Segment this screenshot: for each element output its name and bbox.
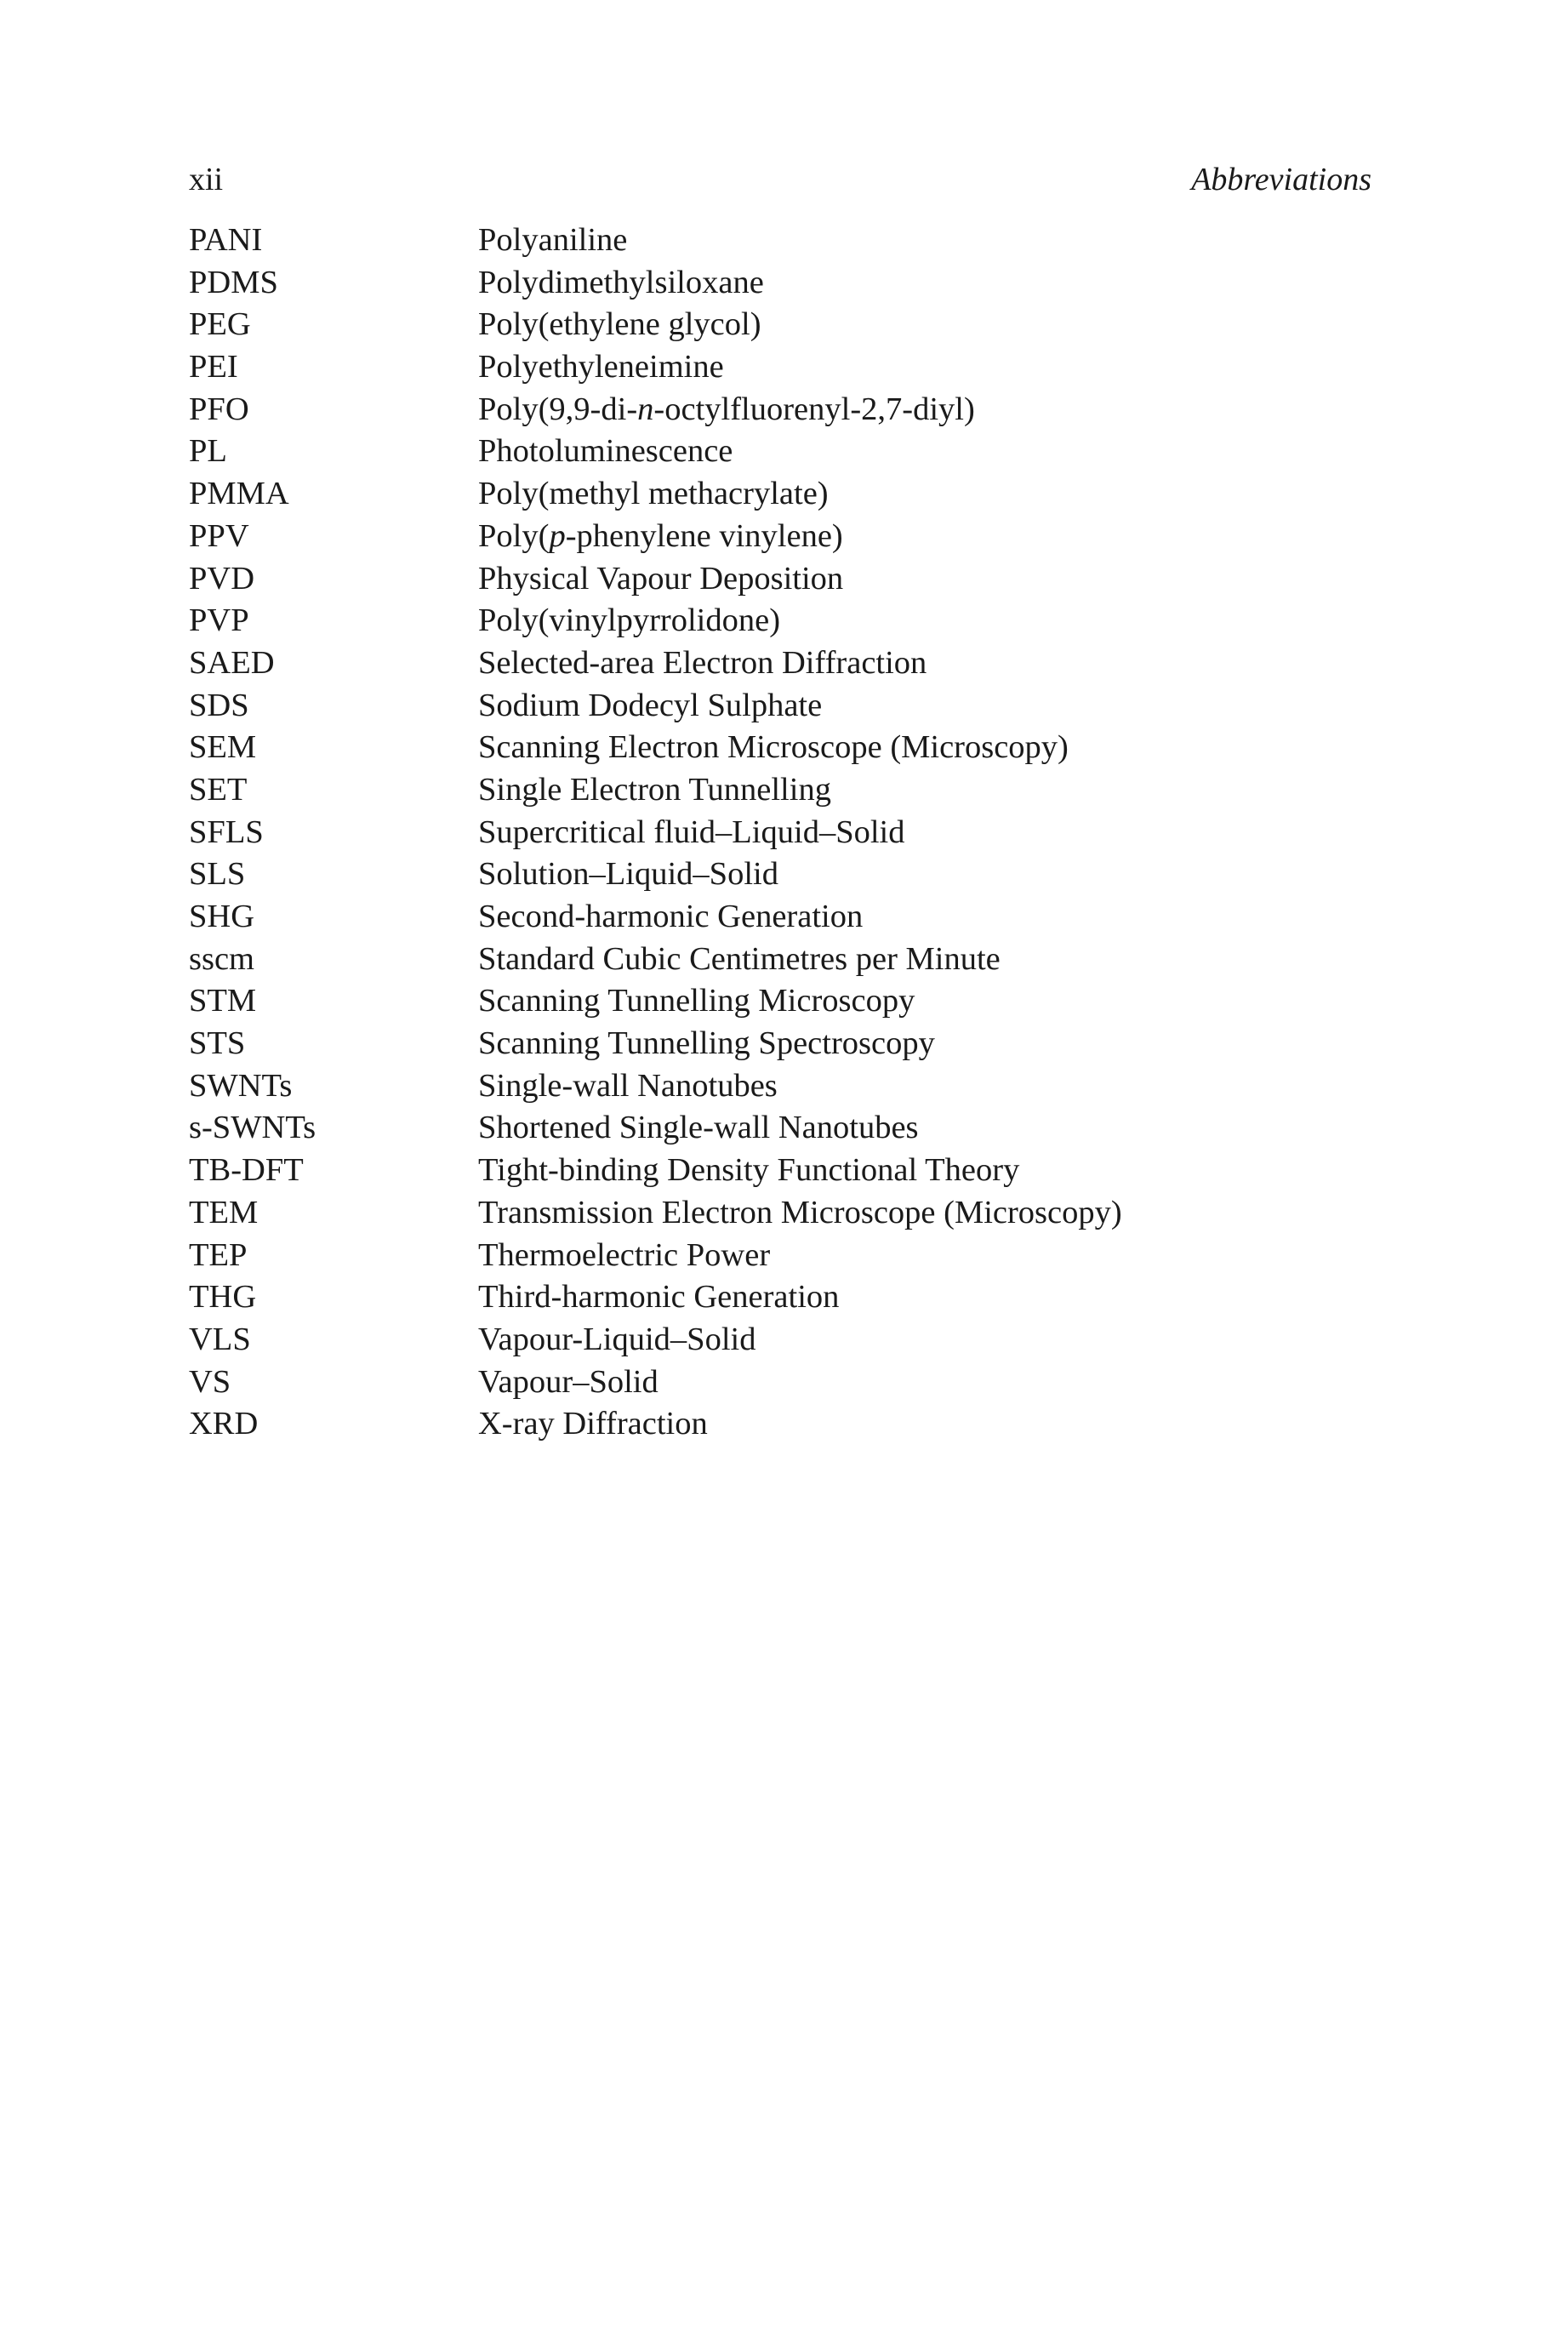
abbreviation-definition: Polydimethylsiloxane <box>478 264 764 300</box>
abbreviation-term: PL <box>189 433 227 470</box>
abbreviation-row <box>189 642 1380 685</box>
abbreviation-definition: Thermoelectric Power <box>478 1236 771 1273</box>
abbreviation-row <box>189 1192 1380 1235</box>
abbreviation-row <box>189 389 1380 431</box>
abbreviation-term: VLS <box>189 1321 251 1357</box>
abbreviation-term: PDMS <box>189 264 278 300</box>
abbreviation-definition: Sodium Dodecyl Sulphate <box>478 687 823 723</box>
abbreviation-definition: Poly(9,9-di-n-octylfluorenyl-2,7-diyl) <box>478 391 975 427</box>
abbreviation-definition: Poly(p-phenylene vinylene) <box>478 517 843 554</box>
abbreviation-row <box>189 1065 1380 1108</box>
abbreviation-row <box>189 1276 1380 1319</box>
abbreviation-term: PEI <box>189 349 238 385</box>
abbreviation-definition: Scanning Tunnelling Spectroscopy <box>478 1025 935 1062</box>
abbreviation-definition: Photoluminescence <box>478 433 733 470</box>
abbreviation-term: PANI <box>189 222 263 258</box>
abbreviation-term: SET <box>189 771 248 808</box>
abbreviation-term: STM <box>189 983 257 1019</box>
abbreviation-definition: Poly(ethylene glycol) <box>478 306 761 343</box>
abbreviation-definition: Second-harmonic Generation <box>478 899 864 934</box>
abbreviation-row <box>189 980 1380 1023</box>
abbreviation-row <box>189 262 1380 305</box>
abbreviation-row <box>189 853 1380 896</box>
section-title: Abbreviations <box>1191 162 1371 197</box>
abbreviation-row <box>189 1107 1380 1150</box>
running-head <box>189 158 1371 201</box>
abbreviation-row <box>189 220 1380 262</box>
abbreviation-definition: Poly(methyl methacrylate) <box>478 476 829 512</box>
abbreviation-definition: X-ray Diffraction <box>478 1406 708 1442</box>
abbreviation-definition: Standard Cubic Centimetres per Minute <box>478 940 1001 977</box>
abbreviation-row <box>189 1319 1380 1362</box>
abbreviation-term: s-SWNTs <box>189 1110 316 1146</box>
abbreviation-term: TEP <box>189 1236 248 1273</box>
abbreviation-term: SDS <box>189 687 249 723</box>
abbreviation-term: TB-DFT <box>189 1152 304 1189</box>
abbreviation-row <box>189 939 1380 981</box>
abbreviation-definition: Solution–Liquid–Solid <box>478 856 778 893</box>
abbreviation-definition: Single-wall Nanotubes <box>478 1067 778 1104</box>
abbreviation-row <box>189 1150 1380 1192</box>
abbreviation-row <box>189 769 1380 812</box>
page-number: xii <box>189 162 224 197</box>
abbreviation-term: PPV <box>189 517 249 554</box>
abbreviation-term: PFO <box>189 391 249 427</box>
abbreviation-definition: Polyaniline <box>478 222 628 258</box>
abbreviation-definition: Supercritical fluid–Liquid–Solid <box>478 813 905 850</box>
abbreviation-term: PEG <box>189 306 251 343</box>
abbreviation-definition: Single Electron Tunnelling <box>478 771 831 808</box>
abbreviation-row <box>189 600 1380 642</box>
abbreviation-term: SWNTs <box>189 1067 293 1104</box>
abbreviation-definition: Scanning Electron Microscope (Microscopy) <box>478 729 1069 766</box>
abbreviation-term: THG <box>189 1279 257 1316</box>
abbreviation-definition: Poly(vinylpyrrolidone) <box>478 602 781 639</box>
abbreviation-term: SAED <box>189 644 275 681</box>
abbreviation-row <box>189 685 1380 728</box>
abbreviation-row <box>189 516 1380 558</box>
abbreviation-row <box>189 304 1380 346</box>
abbreviation-term: SLS <box>189 856 246 893</box>
abbreviation-term: PVP <box>189 602 249 639</box>
abbreviation-definition: Vapour–Solid <box>478 1363 659 1400</box>
abbreviation-term: STS <box>189 1025 246 1062</box>
abbreviation-term: TEM <box>189 1194 259 1230</box>
abbreviation-definition: Shortened Single-wall Nanotubes <box>478 1110 919 1146</box>
abbreviation-row <box>189 1403 1380 1446</box>
abbreviation-term: XRD <box>189 1406 259 1442</box>
abbreviation-term: VS <box>189 1363 231 1400</box>
abbreviation-term: SEM <box>189 729 257 766</box>
abbreviation-term: PMMA <box>189 476 289 512</box>
abbreviation-row <box>189 1362 1380 1404</box>
abbreviation-row <box>189 812 1380 854</box>
abbreviation-row <box>189 896 1380 939</box>
abbreviation-definition: Transmission Electron Microscope (Microscopy) <box>478 1194 1122 1230</box>
abbreviation-row <box>189 473 1380 516</box>
abbreviation-term: SFLS <box>189 813 264 850</box>
abbreviation-definition: Third-harmonic Generation <box>478 1279 840 1316</box>
abbreviation-definition: Vapour-Liquid–Solid <box>478 1321 756 1357</box>
abbreviation-row <box>189 1235 1380 1277</box>
abbreviation-term: sscm <box>189 940 254 977</box>
abbreviation-row <box>189 727 1380 769</box>
abbreviation-term: SHG <box>189 899 255 934</box>
abbreviation-definition: Polyethyleneimine <box>478 349 724 385</box>
abbreviation-definition: Physical Vapour Deposition <box>478 560 844 597</box>
abbreviation-row <box>189 346 1380 389</box>
abbreviation-row <box>189 558 1380 601</box>
abbreviation-list <box>189 220 1380 1446</box>
abbreviation-row <box>189 1023 1380 1065</box>
abbreviation-definition: Scanning Tunnelling Microscopy <box>478 983 915 1019</box>
abbreviation-definition: Selected-area Electron Diffraction <box>478 644 927 681</box>
abbreviation-row <box>189 431 1380 473</box>
abbreviation-term: PVD <box>189 560 255 597</box>
abbreviation-definition: Tight-binding Density Functional Theory <box>478 1152 1020 1189</box>
